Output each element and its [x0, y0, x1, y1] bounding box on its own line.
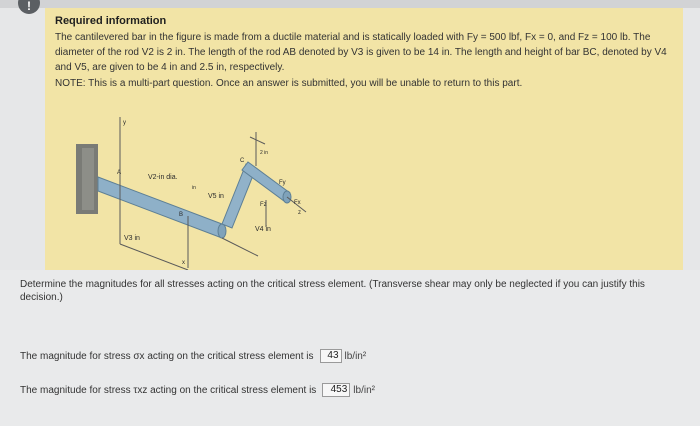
answer-unit-tau-xz: lb/in²: [353, 384, 375, 396]
info-note: NOTE: This is a multi-part question. Once an answer is submitted, you will be unable to return to this part.: [55, 78, 523, 89]
info-title: Required information: [55, 15, 167, 27]
answer-input-sigma-x[interactable]: 43: [320, 349, 342, 363]
small-in-label: in: [192, 185, 196, 191]
exclamation-icon: !: [18, 0, 40, 14]
answer-row-sigma-x: [20, 349, 366, 363]
answer-label-tau-xz: The magnitude for stress τxz acting on the critical stress element is: [20, 384, 317, 396]
rod-ab: [98, 177, 222, 238]
y-axis-label: y: [123, 120, 126, 126]
x-axis-line: [120, 244, 188, 270]
point-b-label: B: [179, 212, 184, 218]
fy-label: Fy: [279, 180, 286, 186]
answer-unit-sigma-x: lb/in²: [344, 350, 367, 362]
x-axis-label: x: [182, 260, 185, 266]
point-c-label: C: [240, 158, 245, 164]
info-paragraph: The cantilevered bar in the figure is made from a ductile material and is statically loaded with Fy = 500 lbf, Fx = 0, and Fz = 100 lb. The diameter of the rod V2 is 2 in. The length of the rod AB denoted by V3 is given to be 14 in. The length and height of bar BC, denoted by V4 and V5, are given to be 4 in and 2.5 in, respectively.: [55, 32, 667, 73]
small-two-label: 2 in: [260, 150, 269, 156]
v4-label: V4 in: [255, 226, 271, 233]
v3-label: V3 in: [124, 235, 140, 242]
fx-label: Fx: [294, 200, 301, 206]
fz-label: Fz: [260, 202, 267, 208]
cantilever-figure: [70, 92, 310, 270]
answer-row-tau-xz: [20, 383, 375, 397]
diameter-label: V2-in dia.: [148, 174, 178, 181]
v5-label: V5 in: [208, 193, 224, 200]
question-prompt: Determine the magnitudes for all stresses acting on the critical stress element. (Transverse shear may only be neglected if you can justify this decision.): [20, 279, 645, 303]
top-bar: [0, 0, 700, 8]
answer-input-tau-xz[interactable]: 453: [322, 383, 350, 397]
point-a-label: A: [117, 170, 122, 176]
z-axis-label: z: [298, 210, 301, 216]
answer-label-sigma-x: The magnitude for stress σx acting on the critical stress element is: [20, 350, 314, 362]
